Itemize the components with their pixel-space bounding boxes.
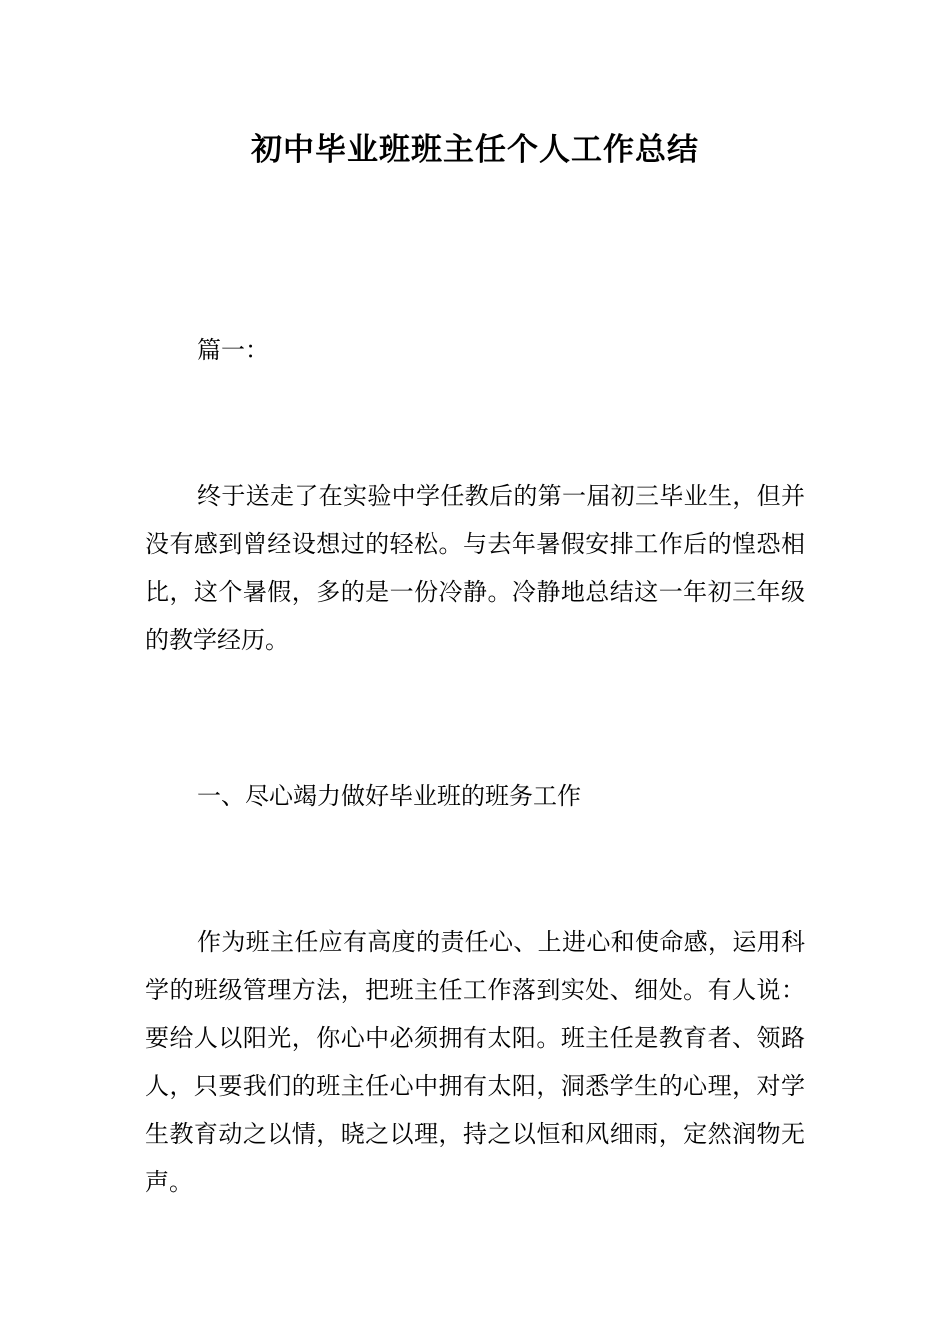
- section-heading-1: 一、尽心竭力做好毕业班的班务工作: [197, 782, 581, 810]
- part-label: 篇一：: [197, 336, 269, 364]
- document-title: 初中毕业班班主任个人工作总结: [251, 132, 699, 168]
- paragraph-intro: 终于送走了在实验中学任教后的第一届初三毕业生，但并没有感到曾经设想过的轻松。与去年暑假安排工作后的惶恐相比，这个暑假，多的是一份冷静。冷静地总结这一年初三年级的教学经历。: [145, 482, 805, 654]
- paragraph-section-1: 作为班主任应有高度的责任心、上进心和使命感，运用科学的班级管理方法，把班主任工作落到实处、细处。有人说：要给人以阳光，你心中必须拥有太阳。班主任是教育者、领路人，只要我们的班主任心中拥有太阳，洞悉学生的心理，对学生教育动之以情，晓之以理，持之以恒和风细雨，定然润物无声。: [145, 928, 805, 1196]
